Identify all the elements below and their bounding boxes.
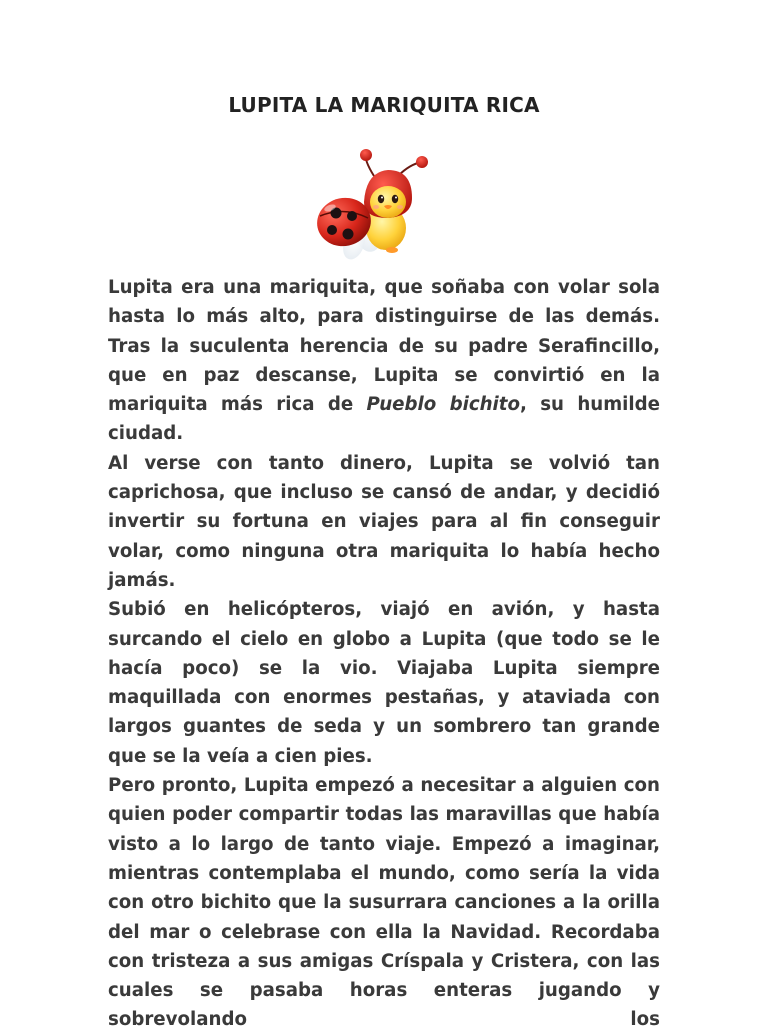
story-paragraph: Pero pronto, Lupita empezó a necesitar a alguien con quien poder compartir todas las maravillas que había visto a lo largo de tanto viaje. Empezó a imaginar, mientras contemplaba el mundo, como sería la vida con otro bichito que la susurrara canciones a la orilla del mar o celebrase con ella la Navidad. Recordaba con tristeza a sus amigas Críspala y Cristera, con las cuales se pasaba horas enteras jugando y sobrevolando los (108, 775, 660, 1031)
story-paragraph: Al verse con tanto dinero, Lupita se volvió tan caprichosa, que incluso se cansó de andar, y decidió invertir su fortuna en viajes para al fin conseguir volar, como ninguna otra mariquita lo había hecho jamás. (108, 452, 660, 591)
story-paragraph (108, 273, 660, 449)
document-title: LUPITA LA MARIQUITA RICA (228, 93, 540, 117)
town-name: Pueblo bichito (366, 394, 520, 416)
story-paragraph: Subió en helicópteros, viajó en avión, y hasta surcando el cielo en globo a Lupita (que todo se le hacía poco) se la vio. Viajaba Lupita siempre maquillada con enormes pestañas, y ataviada con largos guantes de seda y un sombrero tan grande que se la veía a cien pies. (108, 599, 660, 767)
story-body (108, 273, 660, 1035)
paragraph-text: Lupita era una mariquita, que soñaba con volar sola hasta lo más alto, para distinguirse de las demás. Tras la suculenta herencia de su padre Serafincillo, que en paz descanse, Lupita se convirtió en la mariquita más rica de (108, 277, 660, 416)
paragraph-text: , su humilde ciudad. (108, 394, 660, 445)
ladybug-chick-illustration (306, 146, 436, 268)
